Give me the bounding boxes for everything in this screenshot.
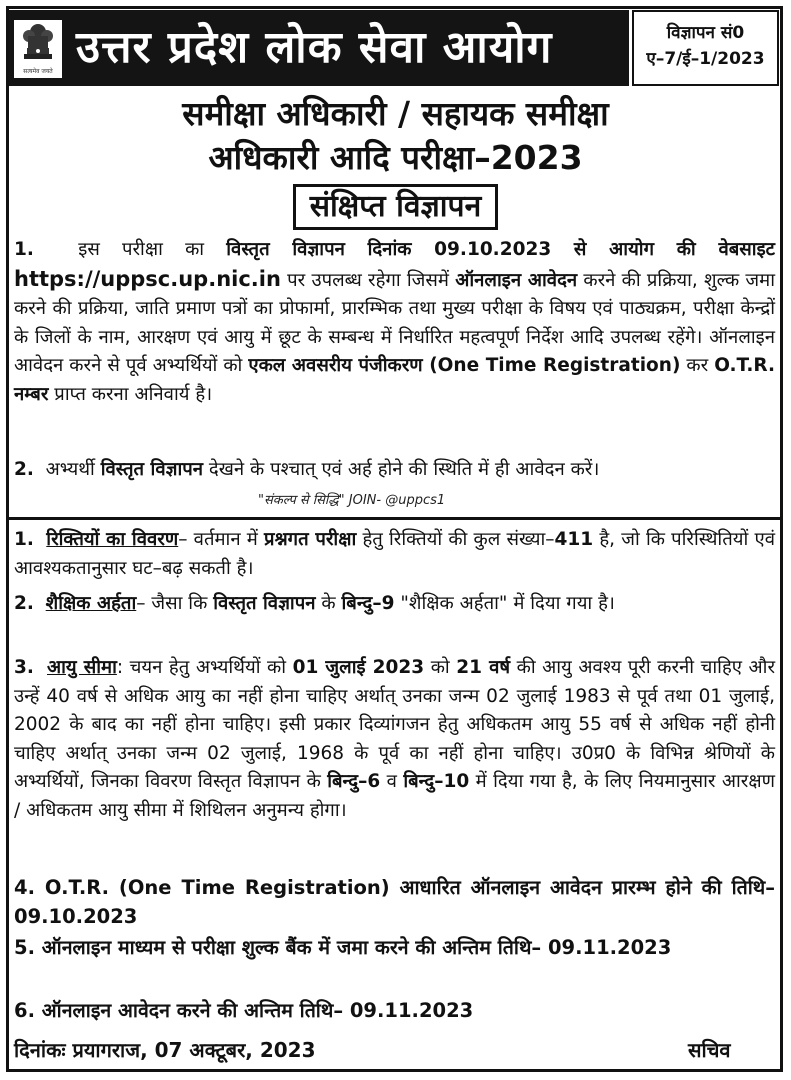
adv-number-value: ए–7/ई–1/2023 [646, 49, 765, 69]
age-limit: 3. आयु सीमा: चयन हेतु अभ्यर्थियों को 01 जुलाई 2023 को 21 वर्ष की आयु अवश्य पूरी करनी चाहिए और उन्हें 40 वर्ष से अधिक आयु का नहीं होना चाहिए अर्थात् उनका जन्म 02 जुलाई 1983 से पूर्व तथा 01 जुलाई, 2002 के बाद का नहीं होना चाहिए। इसी प्रकार दिव्यांगजन हेतु अधिकतम आयु 55 वर्ष से अधिक नहीं होनी चाहिए अर्थात् उनका जन्म 02 जुलाई, 1968 के पूर्व का नहीं होना चाहिए। उ0प्र0 के विभिन्न श्रेणियों के अभ्यर्थियों, जिनका विवरण विस्तृत विज्ञापन के बिन्दु–6 व बिन्दु–10 में दिया गया है, के लिए नियमानुसार आरक्षण / अधिकतम आयु सीमा में शिथिलन अनुमन्य होगा। [14, 657, 776, 821]
educational-qualification: 2. शैक्षिक अर्हता– जैसा कि विस्तृत विज्ञापन के बिन्दु–9 "शैक्षिक अर्हता" में दिया गया है। [14, 593, 615, 614]
exam-title-line1: समीक्षा अधिकारी / सहायक समीक्षा [182, 94, 609, 133]
section1-point2: 2. अभ्यर्थी विस्तृत विज्ञापन देखने के पश्चात् एवं अर्ह होने की स्थिति में ही आवेदन करें। [14, 459, 600, 480]
organization-title: उत्तर प्रदेश लोक सेवा आयोग [76, 22, 553, 73]
vacancy-count: 411 [554, 529, 594, 550]
section1-point1: 1. इस परीक्षा का विस्तृत विज्ञापन दिनांक 09.10.2023 से आयोग की वेबसाइट https://uppsc.up.nic.in पर उपलब्ध रहेगा जिसमें ऑनलाइन आवेदन करने की प्रक्रिया, शुल्क जमा करने की प्रक्रिया, जाति प्रमाण पत्रों का प्रोफार्मा, प्रारम्भिक तथा मुख्य परीक्षा के विषय एवं पाठ्यक्रम, परीक्षा केन्द्रों के जिलों के नाम, आरक्षण एवं आयु में छूट के सम्बन्ध में निर्धारित महत्वपूर्ण निर्देश आदि उपलब्ध रहेंगे। ऑनलाइन आवेदन करने से पूर्व अभ्यर्थियों को एकल अवसरीय पंजीकरण (One Time Registration) कर O.T.R. नम्बर प्राप्त करना अनिवार्य है। [14, 239, 776, 405]
advertisement-number-box [632, 10, 779, 86]
otr-application-start-date: 4. O.T.R. (One Time Registration) आधारित ऑनलाइन आवेदन प्रारम्भ होने की तिथि– 09.10.2023 [14, 876, 776, 928]
vacancy-details: 1. रिक्तियों का विवरण– वर्तमान में प्रश्नगत परीक्षा हेतु रिक्तियों की कुल संख्या–411 है, जो कि परिस्थितियों एवं आवश्यकतानुसार घट–बढ़ सकती है। [14, 529, 775, 579]
emblem-icon [18, 20, 58, 66]
fee-deposit-last-date: 5. ऑनलाइन माध्यम से परीक्षा शुल्क बैंक में जमा करने की अन्तिम तिथि– 09.11.2023 [14, 936, 672, 959]
application-last-date: 6. ऑनलाइन आवेदन करने की अन्तिम तिथि– 09.11.2023 [14, 999, 474, 1022]
website-link[interactable]: https://uppsc.up.nic.in [14, 266, 281, 291]
brief-advertisement-heading [0, 184, 791, 230]
state-emblem [14, 20, 62, 78]
signature-secretary: सचिव [688, 1038, 731, 1062]
issue-date-place: दिनांकः प्रयागराज, 07 अक्टूबर, 2023 [14, 1038, 316, 1062]
qualification-label: शैक्षिक अर्हता [45, 593, 137, 614]
exam-title [10, 92, 781, 180]
emblem-caption: सत्यमेव जयते [23, 68, 53, 75]
age-limit-label: आयु सीमा [46, 657, 117, 678]
adv-number-label: विज्ञापन सं0 [666, 23, 745, 43]
watermark-text: "संकल्प से सिद्धि" JOIN- @uppcs1 [258, 493, 446, 508]
vacancy-label: रिक्तियों का विवरण [46, 529, 179, 550]
section-divider [6, 517, 783, 520]
exam-title-line2: अधिकारी आदि परीक्षा–2023 [208, 138, 583, 177]
brief-label: संक्षिप्त विज्ञापन [293, 184, 498, 230]
